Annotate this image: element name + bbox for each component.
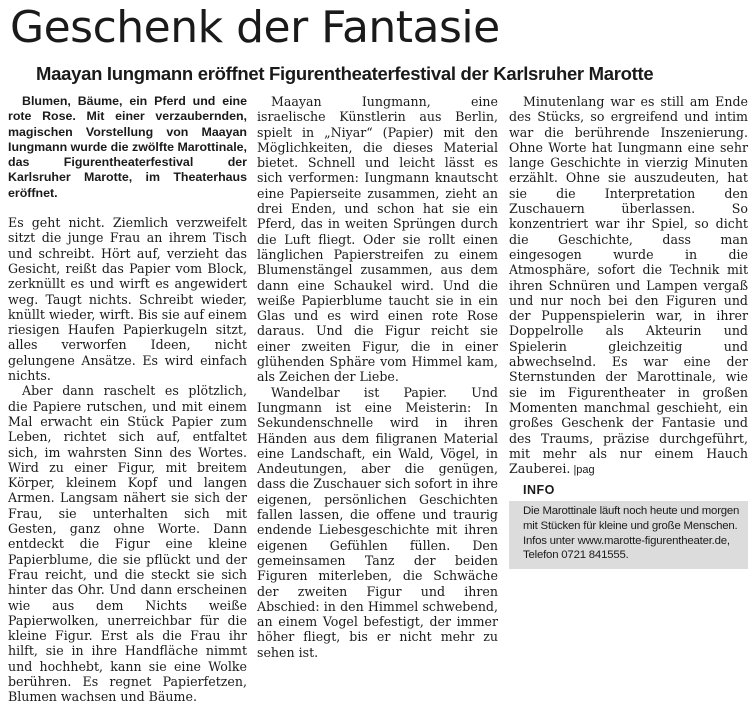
article-subheadline: Maayan Iungmann eröffnet Figurentheaterfestival der Karlsruher Marotte [36,63,654,84]
article-paragraph-1: Es geht nicht. Ziemlich verzweifelt sitzt die junge Frau an ihrem Tisch und schreibt. Hört auf, verzieht das Gesicht, reißt das Papier vom Block, zerknüllt es und wirft es angewidert weg. Taugt nichts. Schreibt wieder, knüllt wieder, wirft. Bis sie auf einem riesigen Haufen Papierkugeln sitzt, alles verworfen Ideen, nicht gelungene Ansätze. Es wird einfach nichts. [8,215,247,384]
article-column-1 [8,94,247,705]
article-paragraph-3: Maayan Iungmann, eine israelische Künstlerin aus Berlin, spielt in „Niyar“ (Papier) mit den Möglichkeiten, die dieses Material bietet. Schnell und leicht lässt es sich verformen: Iungmann knautscht eine Papierseite zusammen, zieht an drei Enden, und schon hat sie ein Pferd, das in weiten Sprüngen durch die Luft fliegt. Oder sie rollt einen länglichen Papierstreifen zu einem Blumenstängel zusammen, aus dem dann eine Schaukel wird. Und die weiße Papierblume taucht sie in ein Glas und es wird einen rote Rose daraus. Und die Figur reicht sie einer zweiten Figur, die in einer glühenden Sphäre vom Himmel kam, als Zeichen der Liebe. [257,94,498,385]
article-headline: Geschenk der Fantasie [10,2,500,53]
info-box [509,483,748,568]
article-lead: Blumen, Bäume, ein Pferd und eine rote Rose. Mit einer verzaubernden, magischen Vorstellung von Maayan Iungmann wurde die zwölfte Marottinale, das Figurentheaterfestival der Karlsruher Marotte, im Theaterhaus eröffnet. [8,94,247,200]
article-paragraph-2: Aber dann raschelt es plötzlich, die Papiere rutschen, und mit einem Mal erwacht ein Stück Papier zum Leben, richtet sich auf, entfaltet sich, im wahrsten Sinn des Wortes. Wird zu einer Figur, mit breitem Körper, kleinem Kopf und langen Armen. Langsam nähert sie sich der Frau, sie unterhalten sich mit Gesten, ganz ohne Worte. Dann entdeckt die Figur eine kleine Papierblume, die sie pflückt und der Frau reicht, und die steckt sie sich hinter das Ohr. Und dann erscheinen wie aus dem Nichts weiße Papierwolken, unerreichbar für die kleine Figur. Erst als die Frau ihr hilft, sie in ihre Handfläche nimmt und hochhebt, kann sie eine Wolke berühren. Es regnet Papierfetzen, Blumen wachsen und Bäume. [8,383,247,705]
article-paragraph-5: Minutenlang war es still am Ende des Stücks, so ergreifend und intim war die berührende Inszenierung. Ohne Worte hat Iungmann eine sehr lange Geschichte in vierzig Minuten erzählt. Ohne sie auszudeuten, hat sie die Interpretation den Zuschauern überlassen. So konzentriert war ihr Spiel, so dicht die Geschichte, dass man eingesogen wurde in die Atmosphäre, sofort die Technik mit ihren Schnüren und Lampen vergaß und nur noch bei den Figuren und der Puppenspielerin war, in ihrer Doppelrolle als Akteurin und Spielerin gleichzeitig und abwechselnd. Es war eine der Sternstunden der Marottinale, wie sie im Figurentheater in großen Momenten manchmal geschieht, ein großes Geschenk der Fantasie und des Traums, präzise durchgeführt, mit mehr als nur einem Hauch Zauberei. |pag [509,94,748,477]
article-column-3 [509,94,748,635]
info-label: INFO [523,483,555,498]
info-text: Die Marottinale läuft noch heute und morgen mit Stücken für kleine und große Menschen. Infos unter www.marotte-figurentheater.de, Telefon 0721 841555. [509,501,748,568]
article-column-2 [257,94,498,660]
author-credit: |pag [570,464,595,477]
article-paragraph-4: Wandelbar ist Papier. Und Iungmann ist eine Meisterin: In Sekundenschnelle wird in ihren Händen aus dem filigranen Material eine Landschaft, ein Wald, Vögel, in Andeutungen, aber die genügen, dass die Zuschauer sich sofort in ihre eigenen, persönlichen Geschichten fallen lassen, die offene und traurig endende Liebesgeschichte mit ihren eigenen Gefühlen füllen. Den gemeinsamen Tanz der beiden Figuren miterleben, die Schwäche der zweiten Figur und ihren Abschied: in den Himmel schwebend, an einem Vogel befestigt, der immer höher fliegt, bis er nicht mehr zu sehen ist. [257,384,498,660]
